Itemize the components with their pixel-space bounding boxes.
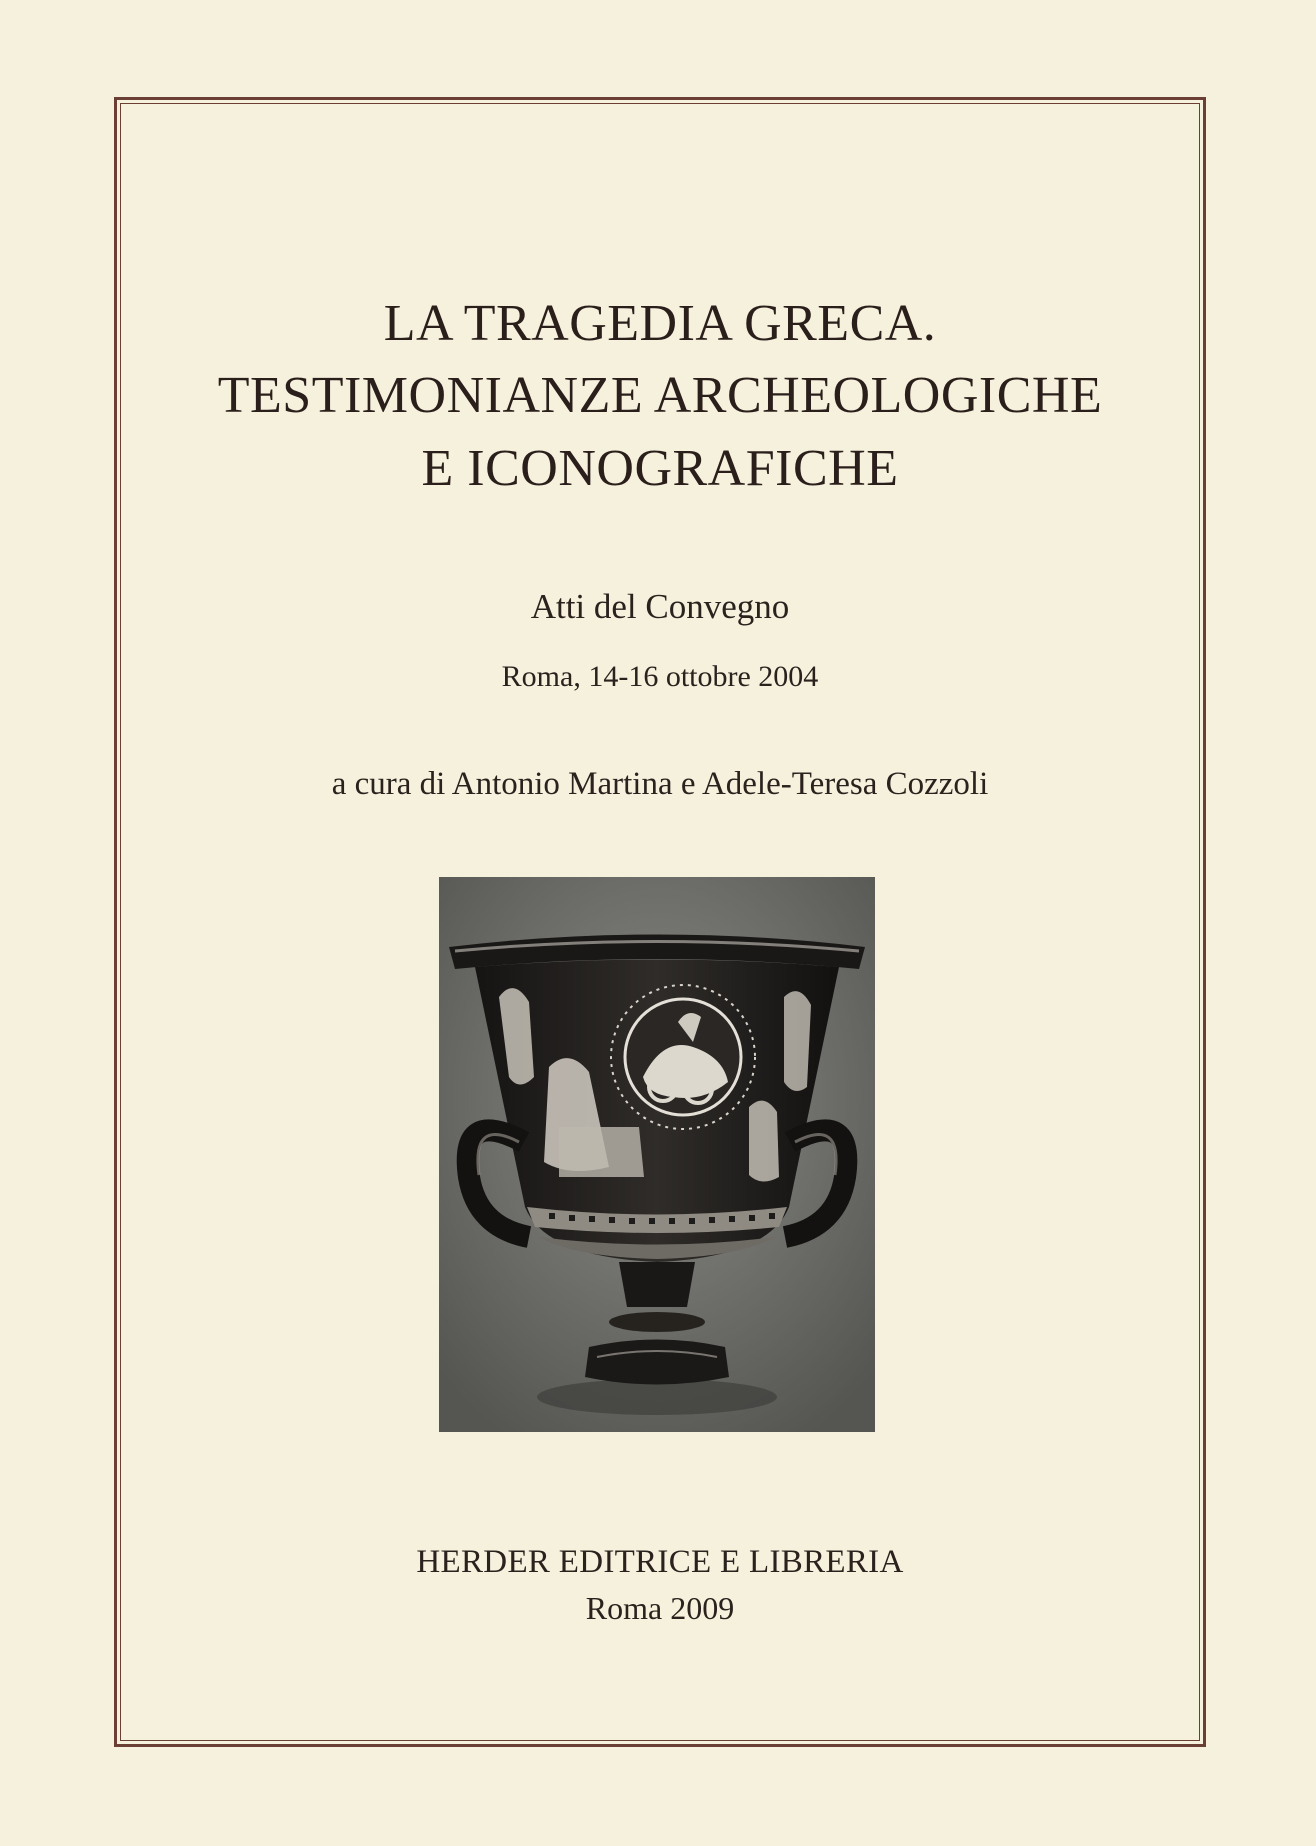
editors-line: a cura di Antonio Martina e Adele-Teresa Cozzoli bbox=[331, 766, 989, 802]
event-date: Roma, 14-16 ottobre 2004 bbox=[501, 660, 819, 693]
title-line-2: TESTIMONIANZE ARCHEOLOGICHE bbox=[217, 367, 1103, 424]
title-line-1: LA TRAGEDIA GRECA. bbox=[383, 295, 937, 352]
krater-vase-photo bbox=[439, 877, 875, 1432]
publisher-name: HERDER EDITRICE E LIBRERIA bbox=[416, 1544, 904, 1580]
subtitle: Atti del Convegno bbox=[530, 587, 790, 626]
title-line-3: E ICONOGRAFICHE bbox=[421, 440, 899, 497]
publication-place-year: Roma 2009 bbox=[585, 1590, 735, 1626]
greek-krater-vase-icon bbox=[439, 877, 875, 1432]
